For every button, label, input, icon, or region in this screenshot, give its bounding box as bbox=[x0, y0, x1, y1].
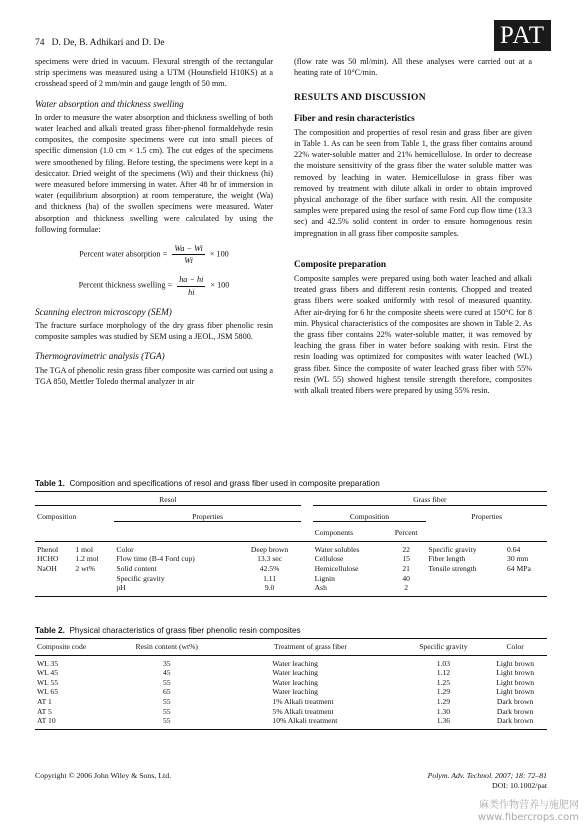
table2-cell: Light brown bbox=[496, 668, 534, 678]
results-heading: RESULTS AND DISCUSSION bbox=[294, 93, 426, 104]
table1-row bbox=[35, 541, 547, 554]
table1-cell bbox=[73, 583, 114, 596]
tga-paragraph: The TGA of phenolic resin grass fiber composite was carried out using a TGA 850, Mettler Toledo thermal analyzer in air bbox=[35, 365, 273, 386]
table1-cell bbox=[35, 583, 73, 596]
table2-cell: 1.29 bbox=[436, 696, 450, 706]
header-authors: D. De, B. Adhikari and D. De bbox=[51, 38, 165, 48]
table1-cell: Water solubles bbox=[314, 544, 360, 554]
table2-cell: 55 bbox=[162, 696, 171, 706]
water-absorption-heading: Water absorption and thickness swelling bbox=[35, 98, 184, 109]
equation-thickness-swelling: Percent thickness swelling = $\frac{ha - hi}{hi}$ × 100 bbox=[78, 275, 230, 297]
left-intro-paragraph: specimens were dried in vacuum. Flexural strength of the rectangular strip specimens was measured using a UTM (Hounsfield H10KS) at a crosshead speed of 2 mm/min and gauge length of 50 mm. bbox=[35, 57, 273, 89]
table2-cell: Dark brown bbox=[496, 706, 534, 716]
table2-cell: 10% Alkali treatment bbox=[272, 716, 338, 726]
citation: Polym. Adv. Technol. 2007; 18: 72–81 bbox=[427, 771, 547, 780]
table1-cell: Specific gravity bbox=[428, 544, 477, 554]
table1-cell bbox=[35, 574, 73, 584]
table1-row bbox=[35, 554, 547, 564]
composite-prep-paragraph: Composite samples were prepared using both water leached and alkali treated grass fibers and different resin contents. Chopped and treated grass fibers were soaked uniformly with resol of measured quantity. After air-drying for 6 hr the composite sheets were cured at 150°C for 8 min. Physical characteristics of the composites are shown in Table 2. As the grass fiber contains 22% water-soluble matter, it was removed by leaching the grass fiber in water before soaking with resin. First the resin loading was optimized for composites with water leached (WL) grass fiber. Since the composite of water leached grass fiber with 55% resin (WL 55) showed highest tensile strength therefore, composites with alkali treated fibers were prepared by using 55% resin. bbox=[294, 274, 532, 396]
table1-subheader: Composition Properties Composition Properties bbox=[35, 505, 547, 522]
equation-water-absorption: Percent water absorption = $\frac{Wa - Wi}{Wi}$ × 100 bbox=[79, 244, 229, 266]
table1-cell: Tensile strength bbox=[428, 563, 477, 573]
table1 bbox=[35, 491, 547, 597]
table1-cell: 2 bbox=[404, 583, 409, 593]
table1-cell bbox=[505, 583, 547, 596]
table2-caption: Table 2. Physical characteristics of grass fiber phenolic resin composites bbox=[35, 626, 301, 635]
table2-cell: Water leaching bbox=[272, 668, 318, 678]
table2-cell: Light brown bbox=[496, 677, 534, 687]
table1-cell: Flow time (B-4 Ford cup) bbox=[116, 554, 195, 564]
journal-logo: PAT bbox=[494, 20, 551, 51]
table2-cell: 1.29 bbox=[436, 687, 450, 697]
table1-cell: 21 bbox=[402, 563, 410, 573]
table2-header: Composite code Resin content (wt%) Treatment of grass fiber Specific gravity Color bbox=[35, 639, 547, 656]
table1-col-header: Components Percent bbox=[35, 522, 547, 542]
table2-cell: AT 5 bbox=[37, 706, 52, 716]
sem-heading: Scanning electron microscopy (SEM) bbox=[35, 306, 172, 317]
table1-cell: 40 bbox=[402, 573, 410, 583]
table2 bbox=[35, 638, 547, 730]
table2-cell: Light brown bbox=[496, 658, 534, 668]
table2-row bbox=[35, 697, 547, 707]
table2-cell: 1% Alkali treatment bbox=[272, 696, 334, 706]
table1-cell: HCHO bbox=[37, 554, 59, 564]
table1-cell: Ash bbox=[314, 583, 327, 593]
table2-cell: Water leaching bbox=[272, 687, 318, 697]
table2-cell: 1.12 bbox=[436, 668, 450, 678]
table1-cell: 0.64 bbox=[507, 544, 521, 554]
table2-row bbox=[35, 687, 547, 697]
table1-group-header: Resol Grass fiber bbox=[35, 492, 547, 506]
table2-cell: WL 55 bbox=[37, 677, 59, 687]
table1-cell: Lignin bbox=[314, 573, 335, 583]
table2-cell: WL 35 bbox=[37, 658, 59, 668]
table1-cell: 9.0 bbox=[264, 583, 275, 593]
table1-cell: pH bbox=[116, 583, 126, 593]
table2-cell: Dark brown bbox=[496, 696, 534, 706]
table2-cell: 55 bbox=[162, 677, 171, 687]
table1-cell: Color bbox=[116, 544, 134, 554]
table2-cell: Water leaching bbox=[272, 658, 318, 668]
table2-cell: 5% Alkali treatment bbox=[272, 706, 334, 716]
table1-cell: 30 mm bbox=[507, 554, 529, 564]
table2-row bbox=[35, 668, 547, 678]
table1-cell: 1.2 mol bbox=[75, 554, 99, 564]
doi: DOI: 10.1002/pat bbox=[491, 781, 547, 790]
table1-cell: 1.11 bbox=[263, 573, 277, 583]
table2-cell: 35 bbox=[162, 658, 171, 668]
table1-row bbox=[35, 564, 547, 574]
table1-cell: 22 bbox=[402, 544, 410, 554]
table1-cell: NaOH bbox=[37, 563, 57, 573]
table1-cell bbox=[426, 574, 505, 584]
left-column bbox=[35, 56, 273, 387]
table1-cell: Phenol bbox=[37, 544, 59, 554]
table2-cell: 55 bbox=[162, 716, 171, 726]
table2-row bbox=[35, 707, 547, 717]
table2-cell: 65 bbox=[162, 687, 171, 697]
right-column bbox=[294, 56, 532, 396]
table2-cell: 55 bbox=[162, 706, 171, 716]
table1-cell: 64 MPa bbox=[507, 563, 531, 573]
table2-cell: 45 bbox=[162, 668, 171, 678]
table1-caption: Table 1. Composition and specifications of resol and grass fiber used in composite preparation bbox=[35, 479, 380, 488]
table2-cell: 1.36 bbox=[436, 716, 450, 726]
fiber-resin-heading: Fiber and resin characteristics bbox=[294, 113, 415, 124]
table2-cell: Light brown bbox=[496, 687, 534, 697]
table1-cell: 13.3 sec bbox=[257, 554, 283, 564]
tga-heading: Thermogravimetric analysis (TGA) bbox=[35, 351, 165, 362]
table1-cell: 2 wt% bbox=[75, 563, 96, 573]
water-absorption-paragraph: In order to measure the water absorption and thickness swelling of both water leached and alkali treated grass fiber-phenol formaldehyde resin composites, the composite specimens were cut into small pieces of specific dimension (1.0 cm × 1.5 cm). The cut edges of the specimens were smoothened by filing. Before testing, the specimens were kept in a desiccator. Dried weight of the specimens (Wi) and their thickness (hi) were measured before immersing in water. After 48 hr of immersion in water (equilibrium absorption) at room temperature, the weight (Wa) and thickness (ha) of the swollen specimens were measured. Water absorption and thickness swelling were calculated by using the following formulae: bbox=[35, 112, 273, 234]
table2-cell: AT 1 bbox=[37, 696, 52, 706]
table1-row bbox=[35, 583, 547, 596]
table1-cell: Cellulose bbox=[314, 554, 344, 564]
table1-cell: 15 bbox=[402, 554, 410, 564]
table2-cell: 1.30 bbox=[436, 706, 450, 716]
table1-cell: Deep brown bbox=[250, 544, 289, 554]
watermark: 麻类作物营养与施肥网 www.fibercrops.com bbox=[477, 800, 579, 823]
table2-row bbox=[35, 655, 547, 668]
sem-paragraph: The fracture surface morphology of the dry grass fiber phenolic resin composite samples was studied by SEM using a JEOL, JSM 5800. bbox=[35, 321, 273, 342]
table1-cell bbox=[426, 583, 505, 596]
running-header bbox=[35, 38, 165, 48]
table1-cell: Hemicellulose bbox=[314, 563, 359, 573]
table2-cell: Water leaching bbox=[272, 677, 318, 687]
table1-cell: 1 mol bbox=[75, 544, 93, 554]
table1-row bbox=[35, 574, 547, 584]
table1-cell bbox=[505, 574, 547, 584]
table1-cell: Specific gravity bbox=[116, 573, 165, 583]
table2-cell: Dark brown bbox=[496, 716, 534, 726]
table2-row bbox=[35, 678, 547, 688]
table2-cell: 1.25 bbox=[436, 677, 450, 687]
table2-cell: WL 65 bbox=[37, 687, 59, 697]
table1-cell: 42.5% bbox=[259, 563, 280, 573]
table1-cell: Fiber length bbox=[428, 554, 466, 564]
copyright: Copyright © 2006 John Wiley & Sons, Ltd. bbox=[35, 771, 172, 780]
table1-cell: Solid content bbox=[116, 563, 157, 573]
composite-prep-heading: Composite preparation bbox=[294, 259, 387, 270]
page-number: 74 bbox=[35, 38, 45, 48]
table2-cell: WL 45 bbox=[37, 668, 59, 678]
right-intro-paragraph: (flow rate was 50 ml/min). All these analyses were carried out at a heating rate of 10°C/min. bbox=[294, 57, 532, 78]
table2-row bbox=[35, 716, 547, 729]
fiber-resin-paragraph: The composition and properties of resol resin and grass fiber are given in Table 1. As can be seen from Table 1, the grass fiber contains around 22% water-soluble matter and 21% hemicellulose. In order to decrease the moisture sensitivity of the grass fiber the water soluble matter was removed by leaching in water. Hemicellulose in grass fiber was removed by treatment with dilute alkali in order to obtain improved physical anchorage of the fiber surface with resin. All the composite samples were prepared using the resol of same Ford cup flow time (13.3 sec) and 42.5% solid content in order to ensure homogenous resin impregnation in all grass fiber composite samples. bbox=[294, 127, 532, 238]
table1-cell bbox=[73, 574, 114, 584]
table2-cell: 1.03 bbox=[436, 658, 450, 668]
table2-cell: AT 10 bbox=[37, 716, 56, 726]
